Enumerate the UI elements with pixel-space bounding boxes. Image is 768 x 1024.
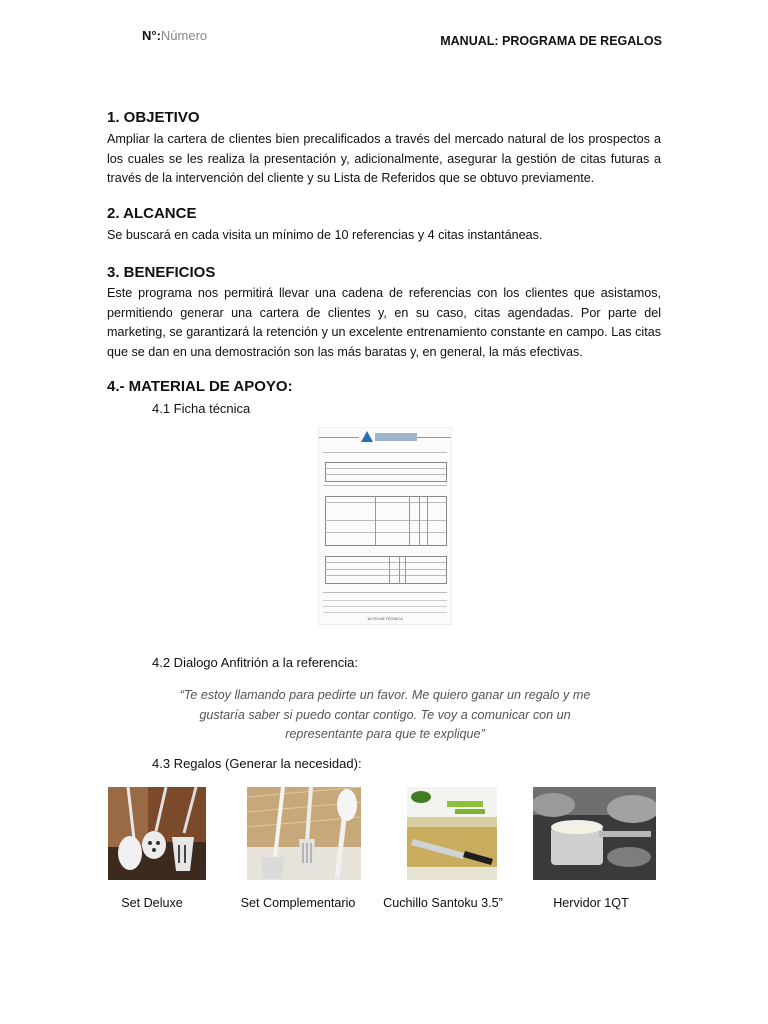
gift-caption-cuchillo-santoku: Cuchillo Santoku 3.5” xyxy=(383,896,503,910)
cuchillo-santoku-image xyxy=(407,787,497,880)
section-title-alcance: 2. ALCANCE xyxy=(107,205,197,222)
section-title-objetivo: 1. OBJETIVO xyxy=(107,109,200,126)
set-complementario-image xyxy=(247,787,361,880)
ficha-tecnica-image xyxy=(318,427,452,625)
document-number xyxy=(142,28,207,43)
item-dialogo: 4.2 Dialogo Anfitrión a la referencia: xyxy=(152,655,358,670)
hervidor-image xyxy=(533,787,656,880)
number-label: N°: xyxy=(142,28,161,43)
section-body-objetivo: Ampliar la cartera de clientes bien precalificados a través del mercado natural de los prospectos a los cuales se les realiza la presentación y, adicionalmente, asegurar la gestión de citas futuras a través de la intervención del cliente y su Lista de Referidos que se obtuvo previamente. xyxy=(107,132,661,185)
section-body-alcance: Se buscará en cada visita un mínimo de 10 referencias y 4 citas instantáneas. xyxy=(107,228,543,242)
gift-caption-hervidor: Hervidor 1QT xyxy=(553,896,629,910)
manual-title: MANUAL: PROGRAMA DE REGALOS xyxy=(440,34,662,48)
form-footer-label: 1b FICHA TÉCNICA xyxy=(367,616,403,621)
section-title-material: 4.- MATERIAL DE APOYO: xyxy=(107,378,293,395)
dialog-quote: “Te estoy llamando para pedirte un favor. Me quiero ganar un regalo y me gustaría saber si puedo contar contigo. Te voy a comunicar con un representante para que te explique” xyxy=(179,688,591,741)
set-deluxe-image xyxy=(108,787,206,880)
item-ficha-tecnica: 4.1 Ficha técnica xyxy=(152,401,251,416)
section-title-beneficios: 3. BENEFICIOS xyxy=(107,264,216,281)
gift-caption-set-deluxe: Set Deluxe xyxy=(121,896,183,910)
gift-caption-set-complementario: Set Complementario xyxy=(240,896,356,910)
item-regalos: 4.3 Regalos (Generar la necesidad): xyxy=(152,756,362,771)
section-body-beneficios: Este programa nos permitirá llevar una cadena de referencias con los clientes que asistamos, permitiendo generar una cartera de clientes y, en su caso, citas agendadas. Por parte del marketing, se garantizará la retención y un excelente entrenamiento constante en campo. Las citas que se dan en una demostración son las más baratas y, en general, la más efectivas. xyxy=(107,286,661,359)
company-logo-icon xyxy=(361,431,417,443)
number-placeholder: Número xyxy=(160,28,208,43)
